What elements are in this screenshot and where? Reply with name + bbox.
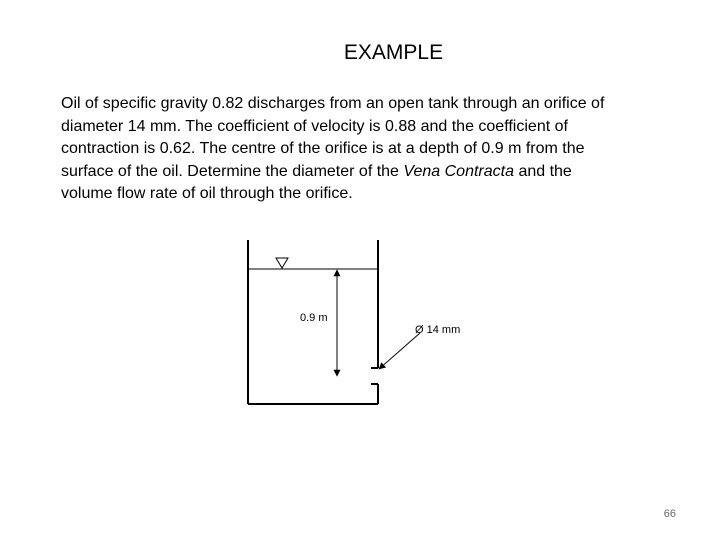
problem-line: volume flow rate of oil through the orifice. [61, 185, 353, 202]
inverted-triangle-icon [276, 258, 288, 268]
vena-contracta-term: Vena Contracta [403, 162, 514, 180]
problem-line: diameter 14 mm. The coefficient of velocity is 0.88 and the coefficient of [61, 117, 568, 135]
problem-text: surface of the oil. Determine the diameter of the [61, 162, 404, 180]
page-title: EXAMPLE [343, 41, 444, 64]
problem-text: and the [514, 162, 572, 180]
problem-line: Oil of specific gravity 0.82 discharges from an open tank through an orifice of [61, 95, 605, 112]
depth-label: 0.9 m [300, 312, 328, 324]
diameter-leader-arrow [379, 333, 420, 369]
page-number: 66 [663, 508, 676, 520]
problem-line: contraction is 0.62. The centre of the orifice is at a depth of 0.9 m from the [61, 140, 585, 157]
diameter-label: Ø 14 mm [415, 324, 461, 336]
